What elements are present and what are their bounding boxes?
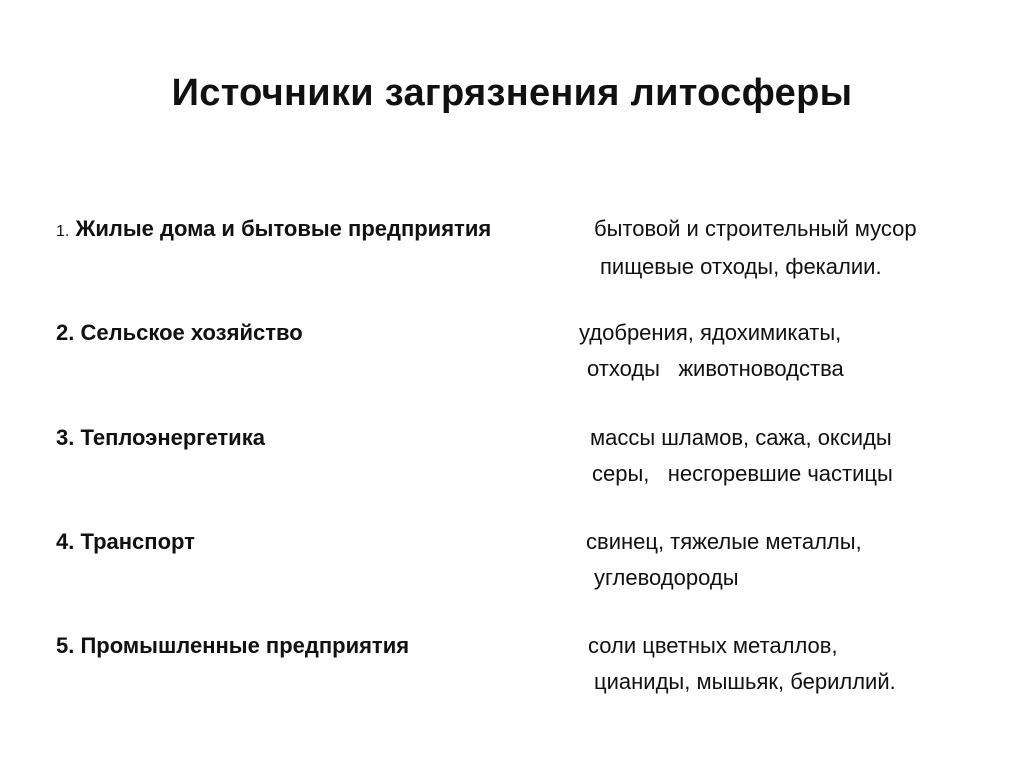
pollutant-line: свинец, тяжелые металлы,: [586, 529, 862, 554]
pollutant-line: соли цветных металлов,: [588, 633, 838, 658]
pollutant-line: бытовой и строительный мусор: [594, 216, 917, 241]
pollutant-line: серы, несгоревшие частицы: [592, 461, 893, 486]
source-label: Сельское хозяйство: [80, 320, 303, 345]
slide-title: Источники загрязнения литосферы: [171, 72, 853, 114]
pollutant-line: отходы животноводства: [587, 356, 844, 381]
source-number: 4.: [56, 529, 75, 554]
source-item-1: [56, 216, 491, 242]
pollutant-line: углеводороды: [594, 565, 739, 590]
source-number: 2.: [56, 320, 75, 345]
source-item-5: [56, 633, 409, 659]
pollutant-line: цианиды, мышьяк, бериллий.: [594, 669, 896, 694]
pollutant-line: пищевые отходы, фекалии.: [600, 254, 882, 279]
pollutant-line: массы шламов, сажа, оксиды: [590, 425, 892, 450]
source-number: 1.: [56, 223, 70, 240]
source-label: Промышленные предприятия: [80, 633, 410, 658]
source-label: Жилые дома и бытовые предприятия: [75, 216, 492, 241]
source-item-4: [56, 529, 195, 555]
source-item-2: [56, 320, 303, 346]
source-number: 3.: [56, 425, 75, 450]
source-label: Транспорт: [80, 529, 195, 554]
source-number: 5.: [56, 633, 75, 658]
pollutant-line: удобрения, ядохимикаты,: [579, 320, 842, 345]
source-item-3: [56, 425, 265, 451]
source-label: Теплоэнергетика: [80, 425, 265, 450]
